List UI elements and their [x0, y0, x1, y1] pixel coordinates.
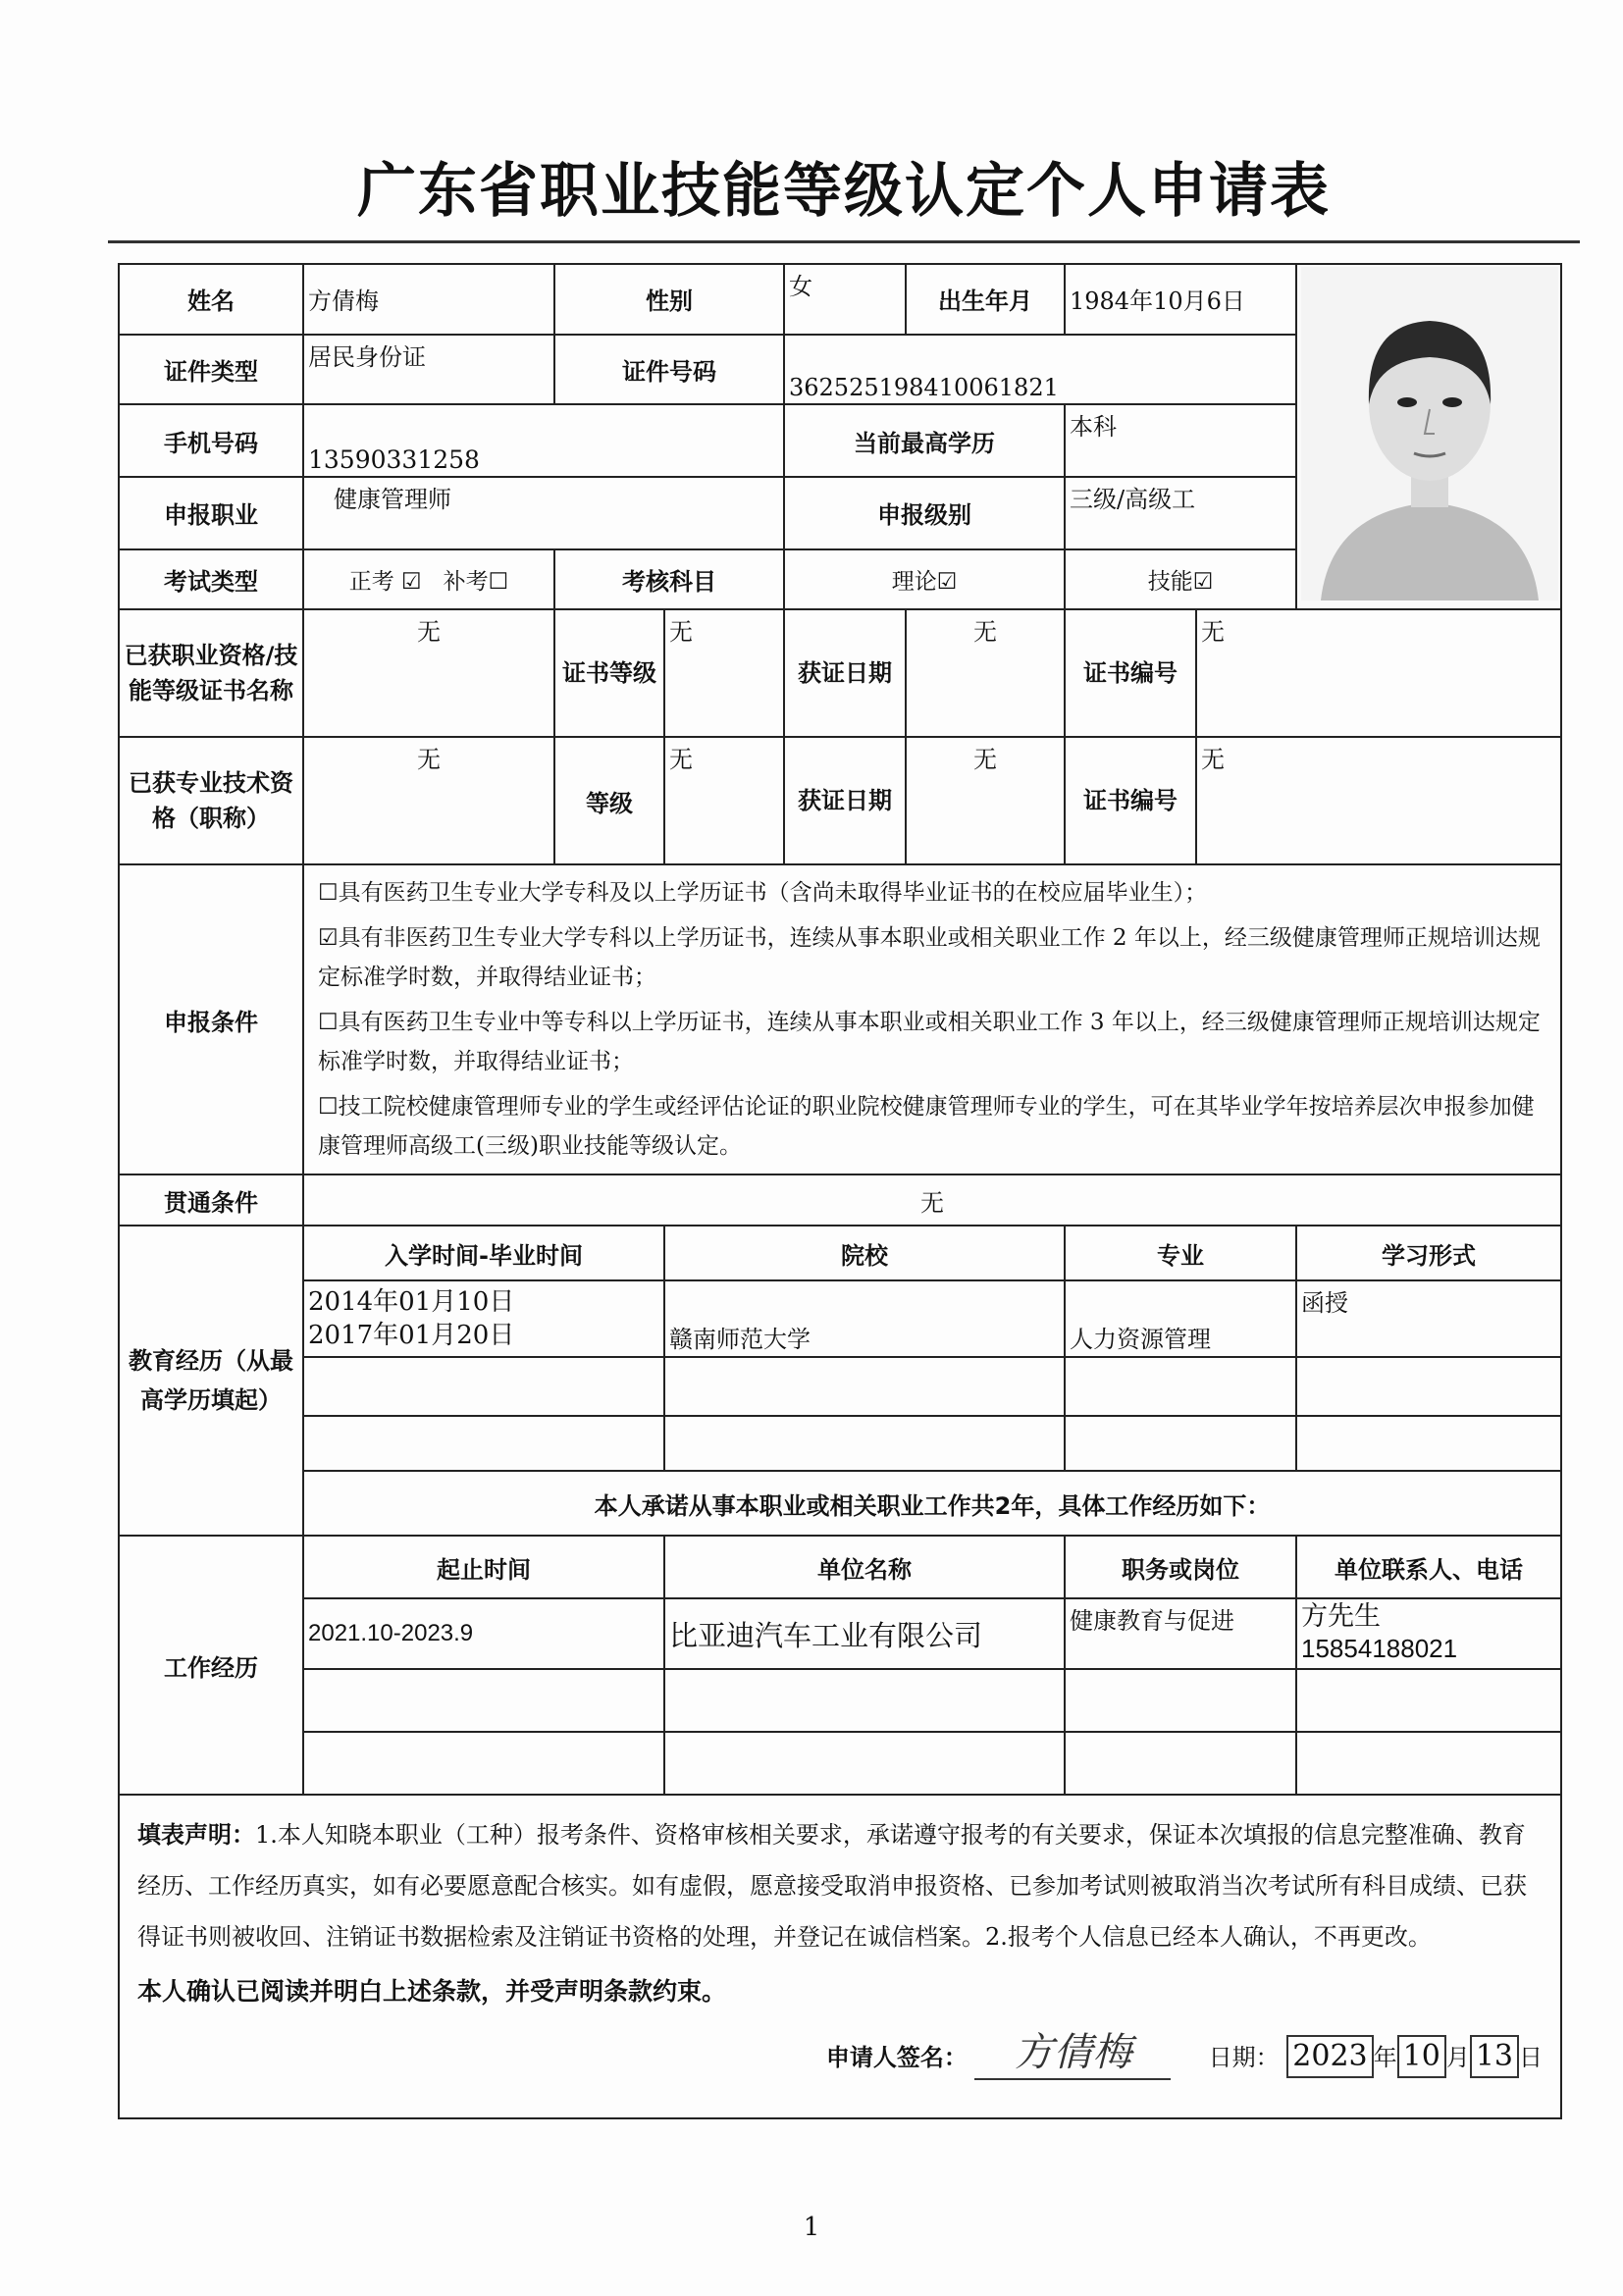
date-month: 10: [1397, 2035, 1446, 2078]
work-contact: [1296, 1598, 1561, 1669]
work-empty-cell: [303, 1669, 664, 1732]
declaration-text: [137, 1809, 1543, 1962]
condition-item: ☑具有非医药卫生专业大学专科以上学历证书，连续从事本职业或相关职业工作 2 年以上，经三级健康管理师正规培训达规定标准学时数，并取得结业证书；: [318, 925, 1541, 990]
id-number-value: 362525198410061821: [784, 335, 1296, 405]
edu-header-major: 专业: [1065, 1226, 1296, 1280]
job-label: 申报职业: [119, 477, 303, 549]
declaration-heading: 填表声明：: [137, 1821, 255, 1849]
work-label: 工作经历: [119, 1536, 303, 1795]
tech-level-value: 无: [664, 737, 784, 864]
cert-date-value: 无: [906, 609, 1065, 737]
level-value: 三级/高级工: [1065, 477, 1296, 549]
id-number-label: 证件号码: [554, 335, 784, 405]
work-header-position: 职务或岗位: [1065, 1536, 1296, 1598]
edu-header-form: 学习形式: [1296, 1226, 1561, 1280]
portrait-photo: [1301, 267, 1558, 600]
application-table: [118, 263, 1562, 2119]
declaration-confirm: 本人确认已阅读并明白上述条款，并受声明条款约束。: [137, 1977, 727, 2006]
page-number: 1: [803, 2213, 820, 2242]
conditions-label: 申报条件: [119, 864, 303, 1174]
cert-date-label: 获证日期: [784, 609, 906, 737]
work-commitment: 本人承诺从事本职业或相关职业工作共2年，具体工作经历如下：: [303, 1471, 1561, 1536]
edu-header-period: 入学时间-毕业时间: [303, 1226, 664, 1280]
contact-phone: 15854188021: [1301, 1634, 1458, 1663]
signature-label: 申请人签名：: [825, 2044, 968, 2071]
tech-number-label: 证书编号: [1065, 737, 1196, 864]
birth-label: 出生年月: [906, 264, 1065, 335]
work-header-contact: 单位联系人、电话: [1296, 1536, 1561, 1598]
cert-number-label: 证书编号: [1065, 609, 1196, 737]
name-label: 姓名: [119, 264, 303, 335]
edu-period: [303, 1280, 664, 1357]
work-position: 健康教育与促进: [1065, 1598, 1296, 1669]
date-label: 日期：: [1208, 2044, 1280, 2071]
declaration-body: 1.本人知晓本职业（工种）报考条件、资格审核相关要求，承诺遵守报考的有关要求，保证本次填报的信息完整准确、教育经历、工作经历真实，如有必要愿意配合核实。如有虚假，愿意接受取消申报资格、已参加考试则被取消当次考试所有科目成绩、已获得证书则被收回、注销证书数据检索及注销证书资格的处理，并登记在诚信档案。2.报考个人信息已经本人确认，不再更改。: [137, 1821, 1527, 1951]
id-type-label: 证件类型: [119, 335, 303, 405]
edu-form: 函授: [1296, 1280, 1561, 1357]
edu-start: 2014年01月10日: [308, 1287, 515, 1317]
work-empty-cell: [1065, 1669, 1296, 1732]
edu-empty-cell: [1065, 1357, 1296, 1416]
work-empty-cell: [664, 1732, 1065, 1795]
job-value: 健康管理师: [303, 477, 784, 549]
edu-header-school: 院校: [664, 1226, 1065, 1280]
tech-title-value: 无: [303, 737, 554, 864]
exam-type-options: [303, 549, 554, 609]
birth-value: 1984年10月6日: [1065, 264, 1296, 335]
edu-empty-cell: [303, 1416, 664, 1471]
signature-row: [137, 2027, 1543, 2083]
work-header-period: 起止时间: [303, 1536, 664, 1598]
edu-empty-cell: [664, 1416, 1065, 1471]
edu-empty-cell: [1065, 1416, 1296, 1471]
skill-option: 技能☑: [1065, 549, 1296, 609]
education-label: 教育经历（从最高学历填起）: [119, 1226, 303, 1536]
id-type-value: 居民身份证: [303, 335, 554, 405]
conditions-list: [303, 864, 1561, 1174]
work-empty-cell: [1296, 1669, 1561, 1732]
work-empty-cell: [1296, 1732, 1561, 1795]
cert-level-label: 证书等级: [554, 609, 664, 737]
cert-number-value: 无: [1196, 609, 1561, 737]
title-divider: [108, 240, 1580, 243]
contact-name: 方先生: [1301, 1601, 1382, 1632]
gender-value: 女: [784, 264, 906, 335]
tech-level-label: 等级: [554, 737, 664, 864]
condition-item: ☐具有医药卫生专业大学专科及以上学历证书（含尚未取得毕业证书的在校应届毕业生）；: [318, 880, 1208, 906]
phone-label: 手机号码: [119, 404, 303, 477]
education-level-value: 本科: [1065, 404, 1296, 477]
tech-number-value: 无: [1196, 737, 1561, 864]
tech-date-value: 无: [906, 737, 1065, 864]
condition-item: ☐技工院校健康管理师专业的学生或经评估论证的职业院校健康管理师专业的学生，可在其毕业学年按培养层次申报参加健康管理师高级工(三级)职业技能等级认定。: [318, 1094, 1535, 1159]
subject-label: 考核科目: [554, 549, 784, 609]
edu-empty-cell: [303, 1357, 664, 1416]
normal-exam-option: 正考 ☑: [348, 568, 422, 595]
day-unit: 日: [1519, 2044, 1544, 2071]
tech-date-label: 获证日期: [784, 737, 906, 864]
theory-option: 理论☑: [784, 549, 1065, 609]
education-level-label: 当前最高学历: [784, 404, 1065, 477]
gender-label: 性别: [554, 264, 784, 335]
makeup-exam-option: 补考☐: [443, 568, 509, 595]
cert-name-label: 已获职业资格/技能等级证书名称: [119, 609, 303, 737]
edu-school: 赣南师范大学: [664, 1280, 1065, 1357]
exam-type-label: 考试类型: [119, 549, 303, 609]
edu-empty-cell: [1296, 1357, 1561, 1416]
edu-empty-cell: [1296, 1416, 1561, 1471]
month-unit: 月: [1445, 2044, 1470, 2071]
form-title: 广东省职业技能等级认定个人申请表: [357, 157, 1331, 226]
work-empty-cell: [664, 1669, 1065, 1732]
work-period: 2021.10-2023.9: [303, 1598, 664, 1669]
name-value: 方倩梅: [303, 264, 554, 335]
cert-level-value: 无: [664, 609, 784, 737]
work-empty-cell: [1065, 1732, 1296, 1795]
date-day: 13: [1470, 2035, 1519, 2078]
through-value: 无: [303, 1174, 1561, 1226]
declaration-section: [119, 1795, 1561, 2118]
work-header-company: 单位名称: [664, 1536, 1065, 1598]
phone-value: 13590331258: [303, 404, 784, 477]
applicant-photo: [1296, 264, 1561, 609]
date-year: 2023: [1286, 2035, 1373, 2078]
edu-major: 人力资源管理: [1065, 1280, 1296, 1357]
edu-empty-cell: [664, 1357, 1065, 1416]
cert-name-value: 无: [303, 609, 554, 737]
through-label: 贯通条件: [119, 1174, 303, 1226]
tech-title-label: 已获专业技术资格（职称）: [119, 737, 303, 864]
year-unit: 年: [1373, 2044, 1397, 2071]
level-label: 申报级别: [784, 477, 1065, 549]
applicant-signature: 方倩梅: [974, 2027, 1171, 2080]
work-empty-cell: [303, 1732, 664, 1795]
condition-item: ☐具有医药卫生专业中等专科以上学历证书，连续从事本职业或相关职业工作 3 年以上，经三级健康管理师正规培训达规定标准学时数，并取得结业证书；: [318, 1010, 1541, 1074]
edu-end: 2017年01月20日: [308, 1321, 515, 1350]
work-company: 比亚迪汽车工业有限公司: [664, 1598, 1065, 1669]
